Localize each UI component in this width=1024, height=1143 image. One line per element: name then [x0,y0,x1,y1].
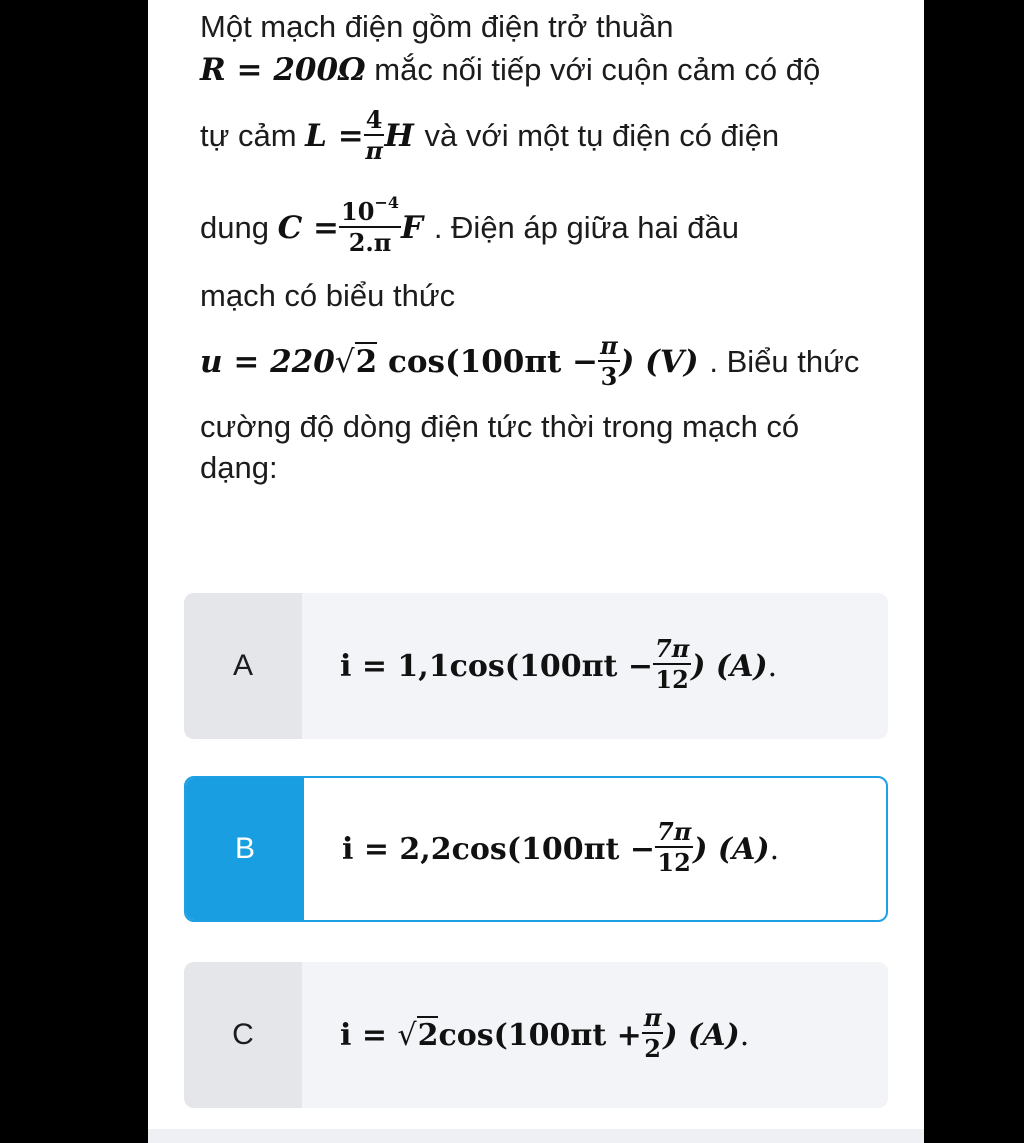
option-c-denominator: 2 [644,1033,661,1063]
option-c-tail: ) (A) [663,1017,740,1053]
question-line-3-prefix: tự cảm [200,118,297,153]
option-b-tail: ) (A) [693,831,770,867]
question-line-2 [200,48,820,92]
option-b-numerator: 7π [657,816,692,846]
option-c-sqrt [397,1018,438,1053]
option-c-formula [340,962,749,1108]
question-line-8: dạng: [200,450,278,485]
sqrt-icon: √ [397,1017,417,1053]
option-a-lhs: i = 1,1cos(100πt − [340,648,653,684]
option-a-dot: . [767,648,778,684]
inductance-denominator: π [365,136,383,165]
option-b-formula [342,778,779,920]
option-c-numerator: π [643,1002,662,1032]
capacitance-fraction [339,193,401,257]
voltage-formula [200,331,709,391]
voltage-tail: ) (V) [619,344,699,380]
capacitance-base: 10 [341,197,375,226]
question-line-6 [200,331,860,391]
question-line-3 [200,105,780,165]
question-line-3-text: và với một tụ điện có điện [424,118,780,153]
capacitance-formula [277,193,434,257]
inductance-formula [305,105,424,165]
option-a-fraction [653,633,691,694]
inductance-var: L = [305,118,364,154]
option-b-fraction [655,816,693,877]
capacitance-var: C = [277,210,340,246]
capacitance-numerator [339,193,401,228]
option-b-denominator: 12 [657,847,691,877]
next-card-edge [148,1129,924,1143]
option-c-prefix: i = [340,1017,387,1053]
question-line-5: mạch có biểu thức [200,278,456,313]
voltage-phase-denominator: 3 [600,362,618,391]
question-line-7: cường độ dòng điện tức thời trong mạch có [200,409,800,444]
question-line-4-text: . Điện áp giữa hai đầu [433,210,739,245]
voltage-lhs: u = 220 [200,344,335,380]
option-a-tail: ) (A) [691,648,768,684]
answer-option-a[interactable] [184,593,888,739]
voltage-phase-fraction [598,331,620,391]
option-letter-c: C [184,962,302,1108]
voltage-root-value: 2 [355,344,378,380]
option-a-denominator: 12 [655,664,689,694]
option-a-numerator: 7π [655,633,690,663]
option-c-fraction [642,1002,664,1063]
inductance-numerator: 4 [365,105,383,134]
option-c-lhs: cos(100πt + [438,1017,642,1053]
inductance-unit: H [384,118,414,154]
option-letter-b: B [186,778,304,920]
capacitance-denominator: 2.π [348,228,392,257]
question-line-6-text: . Biểu thức [709,344,860,379]
capacitance-unit: F [401,210,424,246]
option-c-root-value: 2 [417,1017,439,1053]
question-page [148,0,924,1143]
question-line-4 [200,193,739,257]
answer-option-c[interactable] [184,962,888,1108]
option-letter-a: A [184,593,302,739]
question-line-2-text: mắc nối tiếp với cuộn cảm có độ [374,52,821,87]
capacitance-exponent: −4 [374,193,399,212]
option-b-dot: . [769,831,780,867]
voltage-phase-numerator: π [600,331,618,360]
voltage-cos: cos(100πt − [387,344,599,380]
sqrt-icon: √ [334,344,355,380]
inductance-fraction [364,105,385,165]
option-b-lhs: i = 2,2cos(100πt − [342,831,655,867]
answer-option-b[interactable] [184,776,888,922]
voltage-sqrt [335,340,377,384]
resistance-formula: R = 200Ω [200,52,366,88]
option-a-formula [340,593,777,739]
question-line-4-prefix: dung [200,210,269,245]
question-line-1: Một mạch điện gồm điện trở thuần [200,9,674,44]
option-c-dot: . [739,1017,750,1053]
